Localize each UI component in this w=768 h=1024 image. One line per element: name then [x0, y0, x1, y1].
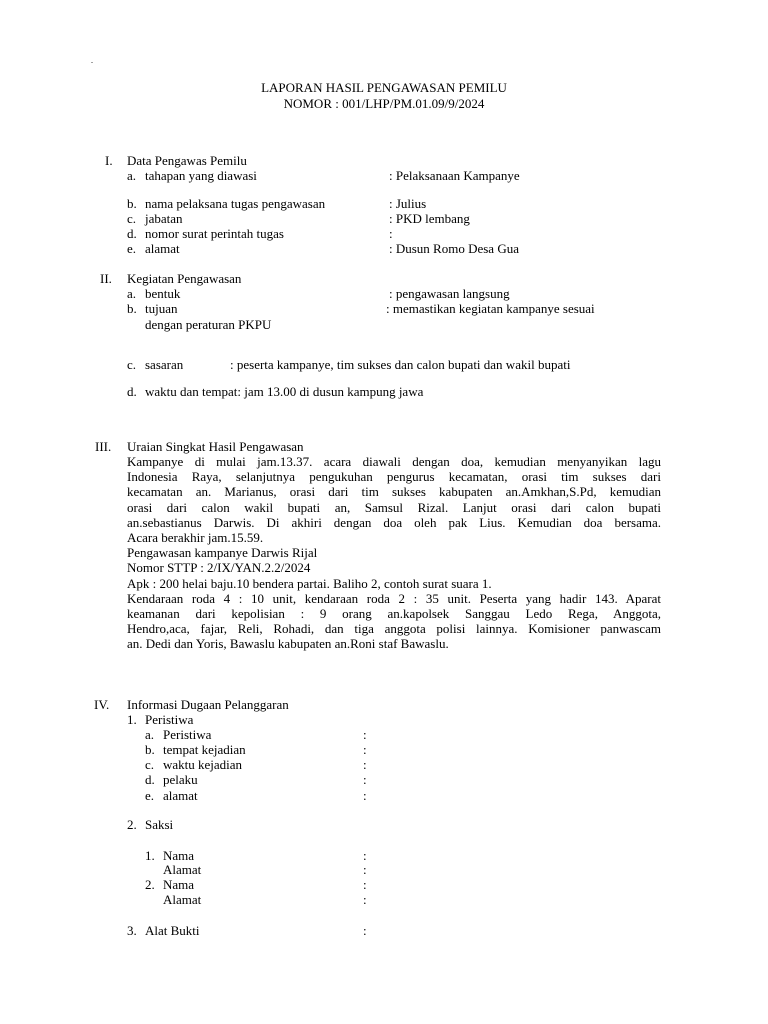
summary-line: orasi dari calon wakil bupati an, Samsul Rizal. Lanjut orasi dari calon bupati [127, 499, 661, 515]
s4-item-colon: : [363, 742, 367, 757]
summary-line: Acara berakhir jam.15.59. [127, 530, 264, 546]
s1-item-letter: b. [127, 196, 137, 211]
s4-subsection-number: 1. [127, 712, 137, 727]
s4-item-label: Peristiwa [163, 727, 212, 742]
s4-item-label: waktu kejadian [163, 757, 243, 772]
witness-name-label: Nama [163, 848, 195, 863]
summary-line: Kampanye di mulai jam.13.37. acara diawali dengan doa, kemudian menyanyikan lagu [127, 454, 661, 469]
evidence-colon: : [363, 923, 367, 938]
s1-item-letter: a. [127, 168, 137, 183]
witness-name-colon: : [363, 877, 367, 892]
s1-item-label: alamat [145, 241, 180, 256]
s2-item-text: waktu dan tempat: jam 13.00 di dusun kampung jawa [145, 384, 424, 399]
witness-address-colon: : [363, 892, 367, 907]
section-4-number: IV. [94, 697, 110, 712]
s1-item-value: : PKD lembang [389, 211, 470, 226]
witness-address-label: Alamat [163, 892, 202, 907]
section-3-number: III. [95, 439, 112, 454]
witness-name-colon: : [363, 848, 367, 863]
s1-item-label: nama pelaksana tugas pengawasan [145, 196, 326, 211]
s2-item-label: bentuk [145, 286, 181, 301]
s4-subsection-label: Peristiwa [145, 712, 194, 727]
summary-line: kecamatan an. Marianus, orasi dari tim sukses kabupaten an.Amkhan,S.Pd, kemudian [127, 484, 661, 500]
section-4-heading: Informasi Dugaan Pelanggaran [127, 697, 289, 712]
s1-item-letter: e. [127, 241, 137, 256]
section-2-number: II. [100, 271, 112, 286]
s4-subsection-number: 3. [127, 923, 137, 938]
witness-number: 1. [145, 848, 155, 863]
s2-item-letter: a. [127, 286, 137, 301]
s1-item-label: tahapan yang diawasi [145, 168, 257, 183]
summary-line: Kendaraan roda 4 : 10 unit, kendaraan roda 2 : 35 unit. Peserta yang hadir 143. Aparat [127, 590, 661, 606]
s1-item-value: : Julius [389, 196, 427, 211]
s2-item-letter: b. [127, 301, 137, 316]
s2-item-value-continued: dengan peraturan PKPU [145, 317, 272, 332]
s1-item-value: : [389, 226, 393, 241]
summary-line: keamanan dari kepolisian : 9 orang an.kapolsek Sanggau Ledo Rega, Anggota, [127, 606, 661, 622]
summary-line: an.sebastianus Darwis. Di akhiri dengan doa oleh pak Lius. Kemudian doa bersama. [127, 514, 661, 530]
s1-item-value: : Dusun Romo Desa Gua [389, 241, 519, 256]
s2-item-value: : memastikan kegiatan kampanye sesuai [386, 301, 595, 316]
section-1-heading: Data Pengawas Pemilu [127, 153, 247, 168]
s4-item-label: tempat kejadian [163, 742, 246, 757]
s4-item-colon: : [363, 757, 367, 772]
summary-paragraph-1 [127, 454, 661, 652]
s4-item-letter: b. [145, 742, 155, 757]
s2-item-value: : pengawasan langsung [389, 286, 510, 301]
s2-item-letter: c. [127, 357, 137, 372]
s4-item-colon: : [363, 772, 367, 787]
s4-item-label: pelaku [163, 772, 198, 787]
witness-address-colon: : [363, 862, 367, 877]
s1-item-label: nomor surat perintah tugas [145, 226, 284, 241]
s4-item-letter: e. [145, 788, 155, 803]
supervision-line: Pengawasan kampanye Darwis Rijal [127, 545, 318, 561]
report-number: NOMOR : 001/LHP/PM.01.09/9/2024 [283, 96, 485, 111]
apk-line: Apk : 200 helai baju.10 bendera partai. Baliho 2, contoh surat suara 1. [127, 575, 492, 591]
corner-mark: . [91, 56, 93, 65]
s4-item-letter: d. [145, 772, 155, 787]
s4-item-colon: : [363, 788, 367, 803]
s4-item-letter: c. [145, 757, 155, 772]
s4-item-label: alamat [163, 788, 198, 803]
s4-item-letter: a. [145, 727, 155, 742]
sttp-number-line: Nomor STTP : 2/IX/YAN.2.2/2024 [127, 560, 311, 576]
s4-subsection-label: Saksi [145, 817, 174, 832]
witness-number: 2. [145, 877, 155, 892]
report-title: LAPORAN HASIL PENGAWASAN PEMILU [261, 80, 507, 95]
s1-item-letter: d. [127, 226, 137, 241]
s1-item-value: : Pelaksanaan Kampanye [389, 168, 520, 183]
s2-item-label: tujuan [145, 301, 178, 316]
s1-item-label: jabatan [145, 211, 183, 226]
witness-name-label: Nama [163, 877, 195, 892]
section-3-heading: Uraian Singkat Hasil Pengawasan [127, 439, 304, 454]
s2-item-letter: d. [127, 384, 137, 399]
summary-line: Hendro,aca, fajar, Reli, Rohadi, dan tiga anggota polisi lainnya. Komisioner panwascam [127, 621, 661, 637]
summary-line: an. Dedi dan Yoris, Bawaslu kabupaten an.Roni staf Bawaslu. [127, 636, 449, 652]
s2-item-value: : peserta kampanye, tim sukses dan calon bupati dan wakil bupati [230, 357, 571, 372]
s4-subsection-label: Alat Bukti [145, 923, 200, 938]
s1-item-letter: c. [127, 211, 137, 226]
s4-item-colon: : [363, 727, 367, 742]
s4-subsection-number: 2. [127, 817, 137, 832]
summary-line: Indonesia Raya, selanjutnya pengukuhan pengurus kecamatan, orasi tim sukses dari [127, 469, 661, 485]
section-1-number: I. [105, 153, 113, 168]
section-2-heading: Kegiatan Pengawasan [127, 271, 242, 286]
s2-item-label: sasaran [145, 357, 184, 372]
witness-address-label: Alamat [163, 862, 202, 877]
